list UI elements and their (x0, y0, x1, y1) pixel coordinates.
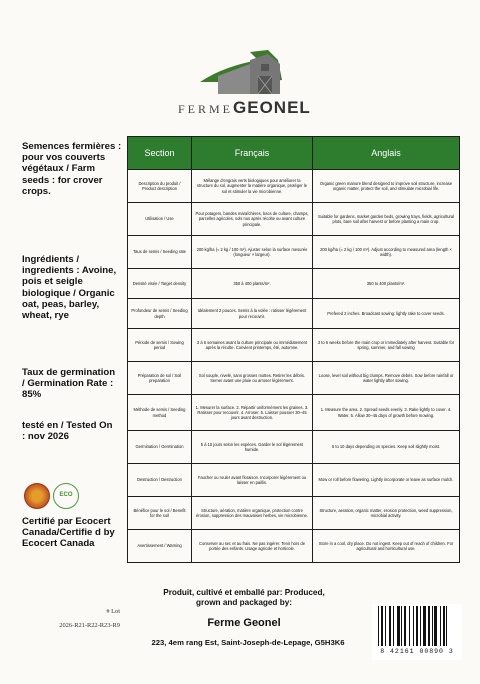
cell-english: Loose, level soil without big clumps. Remove debris. Sow before rainfall or water lightly after sowing. (313, 362, 460, 395)
cell-french: Pour potagers, bandes maraîchères, bacs de culture, champs, parcelles agricoles, sols nus après récolte ou avant culture principale. (192, 203, 313, 236)
ecocert-seal-icon: ECO (53, 483, 79, 509)
table-row (128, 464, 460, 497)
certification-badges (22, 483, 82, 511)
cell-section: Destruction / Destruction (128, 464, 192, 497)
product-table (127, 136, 460, 563)
cell-french: Idéalement 2 pouces. Semis à la volée : ratisser légèrement pour recouvrir. (192, 299, 313, 329)
table-row (128, 362, 460, 395)
cell-french: Structure, aération, matière organique, protection contre érosion, suppression des mauvaises herbes, vie microbienne. (192, 497, 313, 530)
table-row (128, 299, 460, 329)
lot-block (40, 605, 120, 633)
cell-section: Avertissement / Warning (128, 530, 192, 563)
producer-line: Produit, cultivé et emballé par: Produced, grown and packaged by: (163, 588, 325, 607)
seeds-description: Semences fermières : pour vos couverts végétaux / Farm seeds : for crover crops. (22, 141, 122, 197)
table-row (128, 395, 460, 431)
table-row (128, 497, 460, 530)
cell-section: Préparation de sol / Soil preparation (128, 362, 192, 395)
barn-icon (198, 50, 284, 96)
header-section: Section (128, 137, 192, 170)
certified-by: Certifié par Ecocert Canada/Certifie d by Ecocert Canada (22, 516, 115, 550)
table-header-row (128, 137, 460, 170)
cell-english: Suitable for gardens, market garden beds, growing trays, fields, agricultural plots, bare soil after harvest or before planting a main crop. (313, 203, 460, 236)
barcode-bars (378, 606, 458, 646)
cell-french: 350 à 400 plants/m². (192, 269, 313, 299)
header-french: Français (192, 137, 313, 170)
cell-section: Description du produit / Product description (128, 170, 192, 203)
germination-rate: Taux de germination / Germination Rate : 85% (22, 367, 116, 401)
cell-french: Mélange d'engrais verts biologiques pour améliorer la structure du sol, augmenter la matière organique, protéger le sol et stimuler la vie microbienne. (192, 170, 313, 203)
cell-section: Profondeur de semis / Seeding depth (128, 299, 192, 329)
cell-french: 3 à 6 semaines avant la culture principale ou immédiatement après la récolte. Convient printemps, été, automne. (192, 329, 313, 362)
table-row (128, 530, 460, 563)
cell-english: Prefered 2 inches. Broadcast sowing: lightly rake to cover seeds. (313, 299, 460, 329)
cell-section: Utilisation / Use (128, 203, 192, 236)
organic-seal-icon (24, 483, 50, 509)
cell-section: Bénéfice pour le sol / Benefit for the soil (128, 497, 192, 530)
cell-section: Densité visée / Target density (128, 269, 192, 299)
table-row (128, 236, 460, 269)
table-row (128, 431, 460, 464)
table-row (128, 269, 460, 299)
cell-english: Structure, aeration, organic matter, erosion protection, weed suppression, microbial activity. (313, 497, 460, 530)
barcode-number: 8 42161 00890 3 (380, 648, 454, 655)
barcode (372, 604, 462, 660)
cell-french: Faucher ou rouler avant floraison. Incorporer légèrement ou laisser en paillis. (192, 464, 313, 497)
header-english: Anglais (313, 137, 460, 170)
cell-french: Conserver au sec et au frais. Ne pas ingérer. Tenir hors de portée des enfants. Usage agricole et horticole. (192, 530, 313, 563)
cell-french: Sol souple, nivelé, sans grosses mottes. Retirer les débris. Semer avant une pluie ou arroser légèrement. (192, 362, 313, 395)
cell-english: Organic green manure blend designed to improve soil structure, increase organic matter, protect the soil, and stimulate microbial life. (313, 170, 460, 203)
lot-value: 2026-R21-R22-R23-R9 (59, 622, 120, 629)
cell-section: Période de semis / Sowing period (128, 329, 192, 362)
cell-english: 1. Measure the area. 2. Spread seeds evenly. 3. Rake lightly to cover. 4. Water. 5. Allow 30–45 days of growth before mowing. (313, 395, 460, 431)
cell-section: Germination / Germination (128, 431, 192, 464)
cell-english: 200 kg/ha (≈ 2 kg / 100 m²). Adjust according to measured area (length × width). (313, 236, 460, 269)
cell-english: 3 to 6 weeks before the main crop or immediately after harvest. Suitable for spring, summer, and fall sowing (313, 329, 460, 362)
brand-name: FERMEGEONEL (178, 98, 311, 117)
table-row (128, 329, 460, 362)
cell-french: 5 à 10 jours selon les espèces. Garder le sol légèrement humide. (192, 431, 313, 464)
cell-english: 5 to 10 days depending on species. Keep soil slightly moist. (313, 431, 460, 464)
ingredients: Ingrédients / ingredients : Avoine, pois et seigle biologique / Organic oat, peas, barley, wheat, rye (22, 254, 117, 322)
cell-french: 1. Mesurer la surface. 2. Répartir uniformément les graines. 3. Ratisser pour recouvrir. 4. Arroser. 5. Laisser pousser 30–45 jours avant destruction. (192, 395, 313, 431)
tested-on: testé en / Tested On : nov 2026 (22, 420, 113, 443)
cell-section: Méthode de semis / Seeding method (128, 395, 192, 431)
cell-french: 200 kg/ha (≈ 2 kg / 100 m²). Ajuster selon la surface mesurée (longueur × largeur). (192, 236, 313, 269)
company-address: 223, 4em rang Est, Saint-Joseph-de-Lepage, G5H3K6 (151, 638, 345, 647)
cell-english: Mow or roll before flowering. Lightly incorporate or leave as surface mulch. (313, 464, 460, 497)
table-row (128, 203, 460, 236)
company-name: Ferme Geonel (207, 617, 281, 629)
lot-label: # Lot (106, 608, 120, 615)
table-row (128, 170, 460, 203)
cell-english: 350 to 400 plants/m². (313, 269, 460, 299)
cell-section: Taux de semis / Seeding rate (128, 236, 192, 269)
logo (178, 50, 311, 126)
cell-english: Store in a cool, dry place. Do not ingest. Keep out of reach of children. For agricultural and horticultural use. (313, 530, 460, 563)
